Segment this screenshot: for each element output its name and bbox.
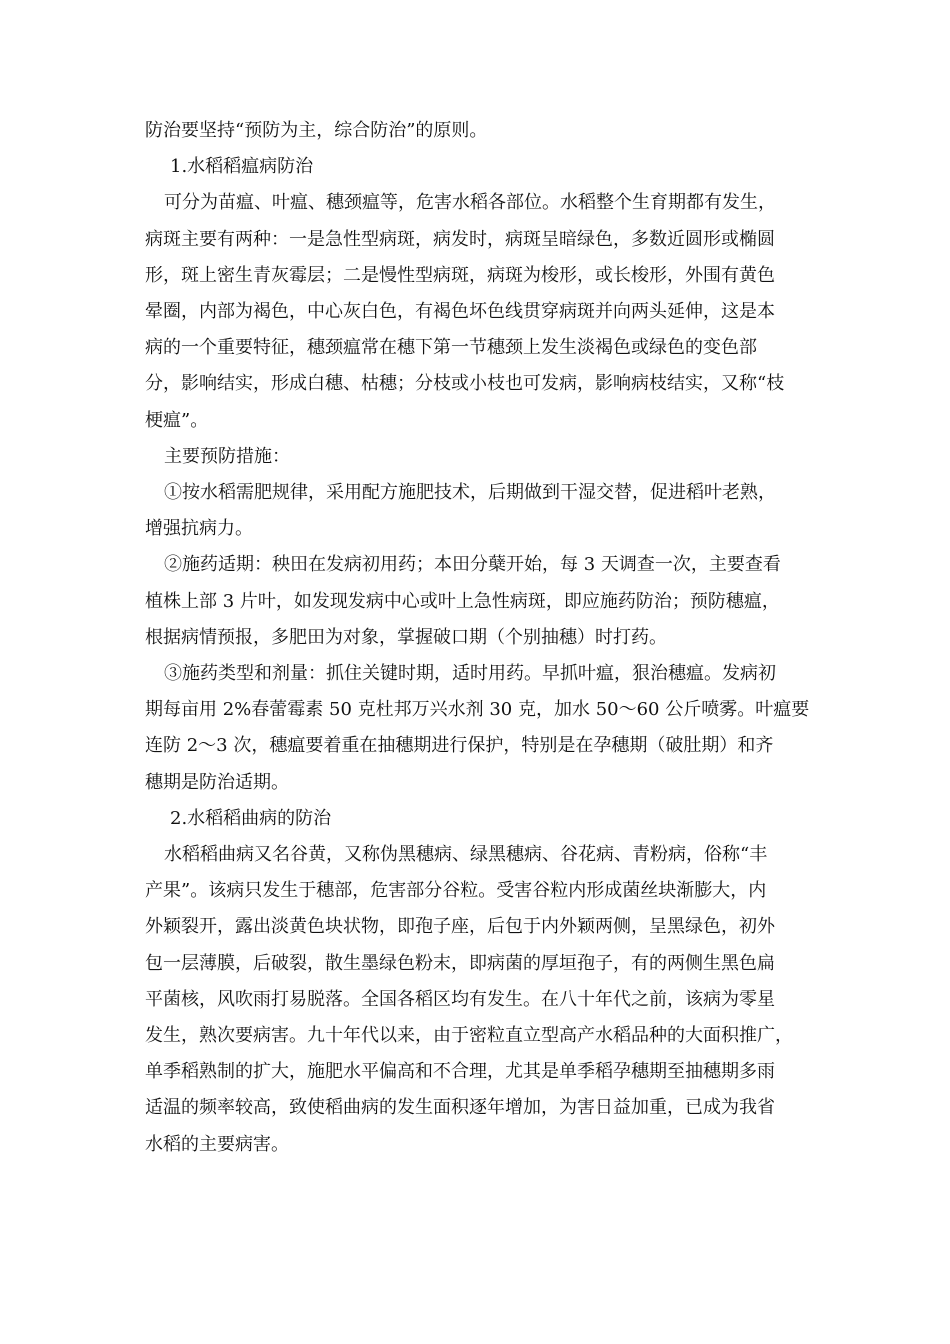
text-line: 平菌核，风吹雨打易脱落。全国各稻区均有发生。在八十年代之前，该病为零星 bbox=[145, 988, 775, 1010]
text-line: 植株上部 3 片叶，如发现发病中心或叶上急性病斑，即应施药防治；预防穗瘟， bbox=[145, 590, 780, 612]
text-line: 外颖裂开，露出淡黄色块状物，即孢子座，后包于内外颖两侧，呈黑绿色，初外 bbox=[145, 916, 775, 938]
text-line: 包一层薄膜，后破裂，散生墨绿色粉末，即病菌的厚垣孢子，有的两侧生黑色扁 bbox=[145, 952, 775, 974]
text-line: 穗期是防治适期。 bbox=[145, 771, 289, 793]
text-line: 水稻的主要病害。 bbox=[145, 1133, 289, 1155]
section-heading: 2.水稻稻曲病的防治 bbox=[170, 807, 332, 829]
document-body bbox=[145, 113, 813, 1163]
text-line: 病的一个重要特征，穗颈瘟常在穗下第一节穗颈上发生淡褐色或绿色的变色部 bbox=[145, 337, 757, 359]
text-line: ①按水稻需肥规律，采用配方施肥技术，后期做到干湿交替，促进稻叶老熟， bbox=[164, 482, 776, 504]
text-line: 期每亩用 2%春蕾霉素 50 克杜邦万兴水剂 30 克，加水 50～60 公斤喷雾。叶瘟要 bbox=[145, 699, 810, 721]
text-line: 形，斑上密生青灰霉层；二是慢性型病斑，病斑为梭形，或长梭形，外围有黄色 bbox=[145, 264, 775, 286]
text-line: 产果”。该病只发生于穗部，危害部分谷粒。受害谷粒内形成菌丝块渐膨大，内 bbox=[145, 880, 767, 902]
text-line: 增强抗病力。 bbox=[145, 518, 253, 540]
text-line: 防治要坚持“预防为主，综合防治”的原则。 bbox=[145, 120, 488, 141]
text-line: 单季稻熟制的扩大，施肥水平偏高和不合理，尤其是单季稻孕穗期至抽穗期多雨 bbox=[145, 1061, 775, 1083]
subheading: 主要预防措施： bbox=[164, 445, 290, 467]
text-line: 发生，熟次要病害。九十年代以来，由于密粒直立型高产水稻品种的大面积推广， bbox=[145, 1025, 793, 1047]
text-line: 连防 2～3 次，穗瘟要着重在抽穗期进行保护，特别是在孕穗期（破肚期）和齐 bbox=[145, 735, 774, 757]
text-line: 根据病情预报，多肥田为对象，掌握破口期（个别抽穗）时打药。 bbox=[145, 626, 667, 648]
text-line: 梗瘟”。 bbox=[145, 409, 209, 431]
text-line: 晕圈，内部为褐色，中心灰白色，有褐色坏色线贯穿病斑并向两头延伸，这是本 bbox=[145, 301, 775, 323]
text-line: 水稻稻曲病又名谷黄，又称伪黑穗病、绿黑穗病、谷花病、青粉病，俗称“丰 bbox=[164, 844, 768, 866]
section-heading: 1.水稻稻瘟病防治 bbox=[170, 156, 314, 178]
text-line: 适温的频率较高，致使稻曲病的发生面积逐年增加，为害日益加重，已成为我省 bbox=[145, 1097, 775, 1119]
text-line: ②施药适期：秧田在发病初用药；本田分蘖开始，每 3 天调查一次，主要查看 bbox=[164, 554, 781, 576]
text-line: 病斑主要有两种：一是急性型病斑，病发时，病斑呈暗绿色，多数近圆形或椭圆 bbox=[145, 228, 775, 250]
text-line: ③施药类型和剂量：抓住关键时期，适时用药。早抓叶瘟，狠治穗瘟。发病初 bbox=[164, 663, 776, 685]
text-line: 可分为苗瘟、叶瘟、穗颈瘟等，危害水稻各部位。水稻整个生育期都有发生， bbox=[164, 192, 776, 214]
text-line: 分，影响结实，形成白穗、枯穗；分枝或小枝也可发病，影响病枝结实，又称“枝 bbox=[145, 373, 785, 395]
